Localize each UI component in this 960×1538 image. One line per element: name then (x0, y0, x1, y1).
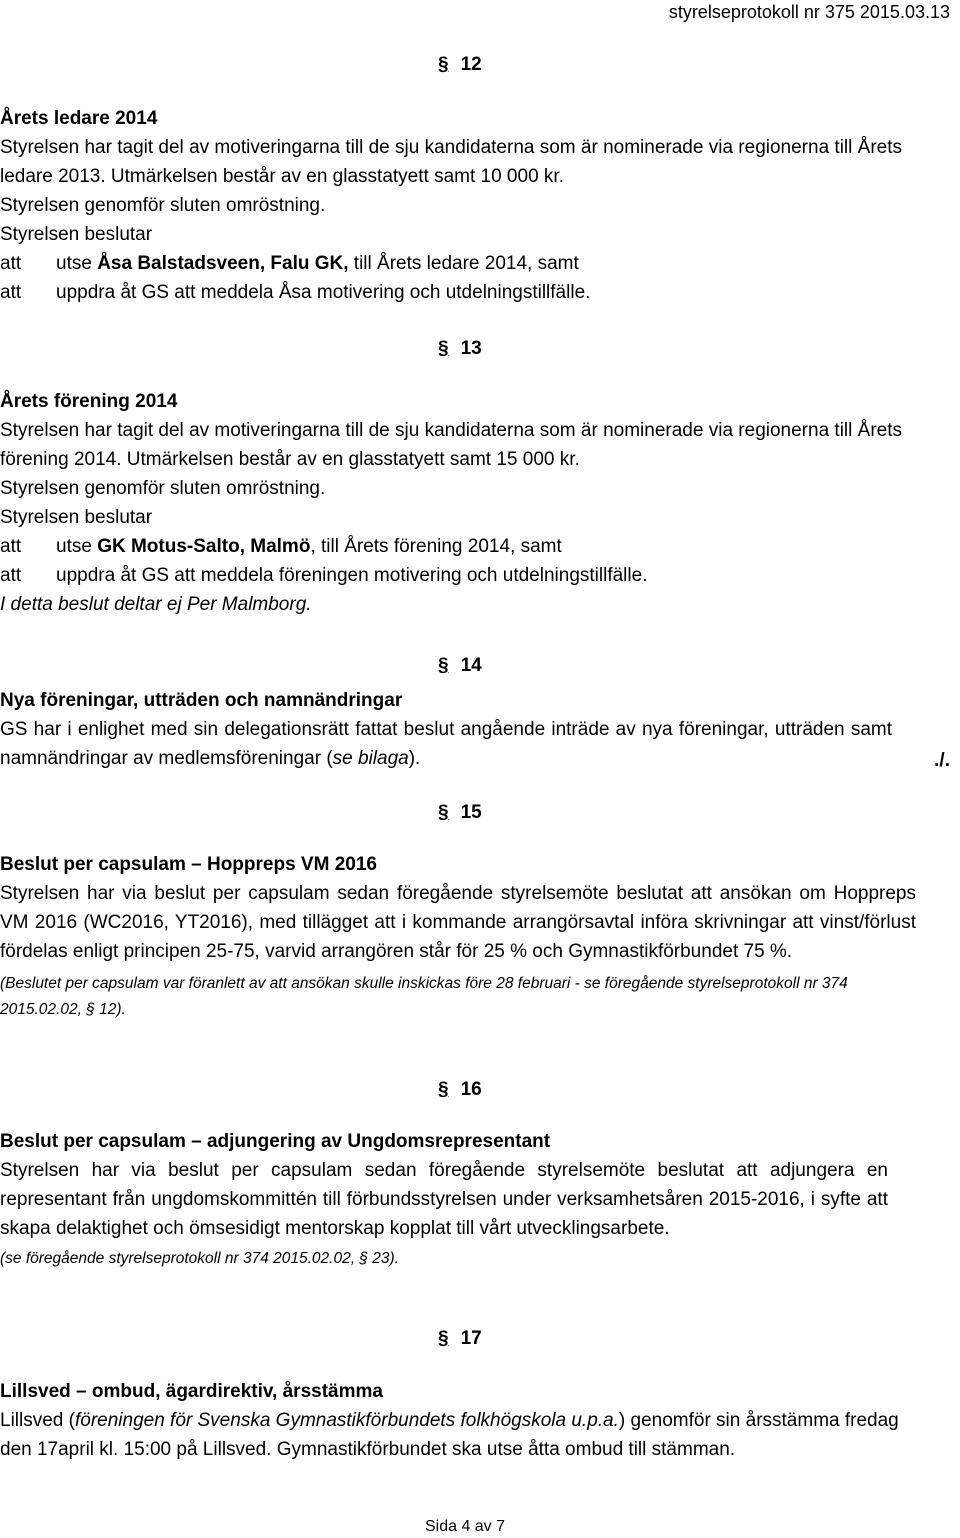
section-note: I detta beslut deltar ej Per Malmborg. (0, 594, 312, 615)
section-number: § 16 (438, 1079, 482, 1100)
att-label: att (0, 536, 22, 557)
section-body: Styrelsen har via beslut per capsulam sedan föregående styrelsemöte beslutat att adjungera en representant från ungdomskommittén till förbundsstyrelsen under verksamhetsåren 2015-2016, i syfte att skapa delaktighet och ömsesidigt mentorskap kopplat till vårt utvecklingsarbete. (0, 1160, 888, 1239)
section-body: GS har i enlighet med sin delegationsrätt fattat beslut angående inträde av nya föreningar, utträden samt namnändringar av medlemsföreningar (se bilaga). (0, 719, 892, 769)
section-number: § 13 (438, 338, 482, 359)
section-title: Nya föreningar, utträden och namnändringar (0, 690, 403, 711)
section-title: Beslut per capsulam – adjungering av Ungdomsrepresentant (0, 1131, 551, 1152)
att-text: uppdra åt GS att meddela Åsa motivering och utdelningstillfälle. (56, 282, 591, 303)
section-body: Styrelsen har tagit del av motiveringarna till de sju kandidaterna som är nominerade via regionerna till Årets ledare 2013. Utmärkelsen består av en glasstatyett samt 10 000 kr. (0, 137, 902, 187)
section-title: Årets ledare 2014 (0, 108, 158, 129)
decision-heading: Styrelsen beslutar (0, 507, 153, 528)
section-note: (Beslutet per capsulam var föranlett av att ansökan skulle inskickas före 28 februari - se föregående styrelseprotokoll nr 374 2015.02.02, § 12). (0, 975, 848, 1018)
section-body: Styrelsen genomför sluten omröstning. (0, 195, 326, 216)
decision-heading: Styrelsen beslutar (0, 224, 153, 245)
section-number: § 12 (438, 54, 482, 75)
section-15 (0, 850, 916, 1023)
att-text: uppdra åt GS att meddela föreningen motivering och utdelningstillfälle. (56, 565, 648, 586)
att-clause (0, 278, 902, 307)
section-title: Lillsved – ombud, ägardirektiv, årsstämma (0, 1381, 383, 1402)
section-13 (0, 387, 902, 619)
attachment-ref: ./. (934, 750, 950, 771)
section-number: § 17 (438, 1328, 482, 1349)
section-body: Styrelsen genomför sluten omröstning. (0, 478, 326, 499)
section-16 (0, 1127, 888, 1272)
section-17 (0, 1377, 902, 1464)
section-title: Beslut per capsulam – Hoppreps VM 2016 (0, 854, 377, 875)
page-header: styrelseprotokoll nr 375 2015.03.13 (668, 2, 950, 22)
section-note: (se föregående styrelseprotokoll nr 374 2015.02.02, § 23). (0, 1250, 399, 1267)
section-body: Styrelsen har via beslut per capsulam sedan föregående styrelsemöte beslutat att ansökan om Hoppreps VM 2016 (WC2016, YT2016), med tillägget att i kommande arrangörsavtal införa skrivningar att vinst/förlust fördelas enligt principen 25-75, varvid arrangören står för 25 % och Gymnastikförbundet 75 %. (0, 883, 916, 962)
section-number: § 14 (438, 655, 482, 676)
att-clause (0, 561, 902, 590)
section-12 (0, 104, 902, 307)
att-label: att (0, 253, 22, 274)
att-label: att (0, 565, 22, 586)
section-body: Styrelsen har tagit del av motiveringarna till de sju kandidaterna som är nominerade via regionerna till Årets förening 2014. Utmärkelsen består av en glasstatyett samt 15 000 kr. (0, 420, 902, 470)
page-footer: Sida 4 av 7 (424, 1518, 506, 1535)
section-body: Lillsved (föreningen för Svenska Gymnastikförbundets folkhögskola u.p.a.) genomför sin årsstämma fredag den 17april kl. 15:00 på Lillsved. Gymnastikförbundet ska utse åtta ombud till stämman. (0, 1410, 899, 1460)
section-title: Årets förening 2014 (0, 391, 178, 412)
att-clause (0, 532, 902, 561)
att-text: utse GK Motus-Salto, Malmö, till Årets förening 2014, samt (56, 536, 562, 557)
section-number: § 15 (438, 802, 482, 823)
att-clause (0, 249, 902, 278)
att-label: att (0, 282, 22, 303)
att-text: utse Åsa Balstadsveen, Falu GK, till Årets ledare 2014, samt (56, 253, 579, 274)
section-14 (0, 686, 892, 773)
